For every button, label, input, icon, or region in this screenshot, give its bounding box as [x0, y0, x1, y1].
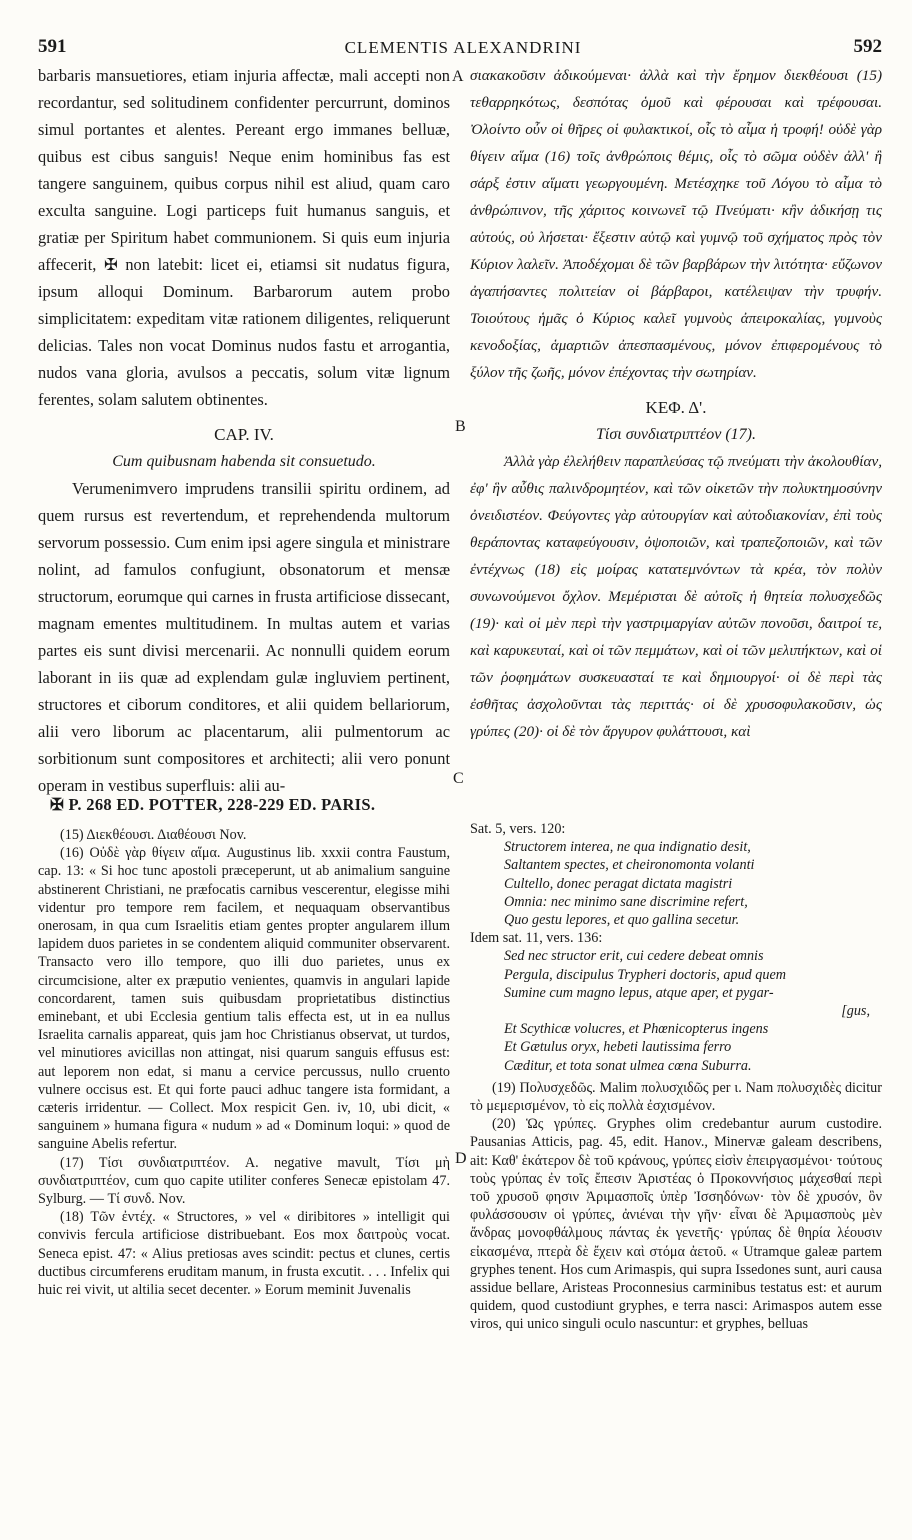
greek-paragraph-1: σιακακοῦσιν ἀδικούμεναι· ἀλλὰ καὶ τὴν ἔρημον διεκθέουσι (15) τεθαρρηκότως, δεσπότας ὁμοῦ καὶ φέρουσαι καὶ τρέφουσαι. Ὀλοίντο οὖν οἱ θῆρες οἱ φυλακτικοί, οἷς τὸ αἷμα ἡ τροφή! οὐδὲ γὰρ θίγειν αἵμα (16) τοῖς ἀνθρώποις θέμις, οἷς τὸ σῶμα οὐδὲν ἀλλ' ἢ σάρξ ἐστιν αἵματι γεωργουμένη. Μετέσχηκε τοῦ Λόγου τὸ αἷμα τὸ ἀνθρώπινον, τῆς χάριτος κοινωνεῖ τῷ Πνεύματι· κἢν ἀδικήσῃ τις αὐτούς, οὐ λήσεται· ἔξεστιν αὐτῷ καὶ γυμνῷ τοῦ σχήματος πρὸς τὸν Κύριον λαλεῖν. Ἀποδέχομαι δὲ τῶν βαρβάρων τὴν λιτότητα· εὔζωνον ἀγαπήσαντες πολιτείαν οἱ βάρβαροι, κατέλειψαν τὴν τρυφήν. Τοιούτους ἡμᾶς ὁ Κύριος καλεῖ γυμνοὺς ἀπειροκαλίας, γυμνοὺς κενοδοξίας, ἁμαρτιῶν ἀπεσπασμένους, μόνον ἐπιφερομένους τὸ ξύλον τῆς ζωῆς, μόνον ἐπέχοντας τὴν σωτηρίαν.	[470, 67, 882, 381]
left-page-number: 591	[38, 36, 67, 57]
margin-letter-c: C	[453, 770, 464, 787]
latin-column	[38, 62, 450, 799]
verse-line: Et Gætulus oryx, hebeti lautissima ferro	[504, 1039, 732, 1056]
margin-letter-d: D	[455, 1150, 467, 1167]
footnotes-left	[38, 826, 450, 1299]
greek-chapter-title: ΚΕΦ. Δ'.	[645, 398, 707, 417]
verse-line: Structorem interea, ne qua indignatio desit,	[504, 839, 751, 856]
greek-column	[470, 62, 882, 745]
verse-line: Et Scythicæ volucres, et Phœnicopterus ingens	[504, 1021, 769, 1038]
verse-continuation: [gus,	[841, 1003, 870, 1020]
footnote-18: (18) Τῶν ἐντέχ. « Structores, » vel « diribitores » intelligit qui convivis fercula artificiose distribuebant. Eos mox δαιτροὺς vocat. Seneca epist. 47: « Alius pretiosas aves scindit: pectus et clunes, certis ductibus circumferens eruditam manum, in frusta excutit. . . . Infelix qui huic rei vivit, ut altilia secet decenter. » Eorum meminit Juvenalis	[38, 1209, 450, 1299]
verse-line: Cæditur, et tota sonat ulmea cœna Suburra.	[504, 1057, 752, 1074]
footnotes-right	[470, 820, 882, 1334]
satire-11-heading: Idem sat. 11, vers. 136:	[470, 930, 603, 947]
latin-chapter-title: CAP. IV.	[214, 425, 274, 444]
verse-line: Sumine cum magno lepus, atque aper, et pygar-	[504, 984, 774, 1001]
verse-line: Sed nec structor erit, cui cedere debeat omnis	[504, 948, 764, 965]
margin-letter-a: A	[452, 68, 464, 85]
verse-line: Cultello, donec peragat dictata magistri	[504, 875, 733, 892]
greek-paragraph-2: Ἀλλὰ γὰρ ἐλελήθειν παραπλεύσας τῷ πνεύματι τὴν ἀκολουθίαν, ἐφ' ἣν αὖθις παλινδρομητέον, καὶ τῶν οἰκετῶν τὴν πολυκτημοσύνην ὀνειδιστέον. Φεύγοντες γὰρ αὐτουργίαν καὶ αὐτοδιακονίαν, ἐπὶ τοὺς θεράποντας καταφεύγουσιν, ὀψοποιῶν, καὶ τραπεζοποιῶν, καὶ τῶν ἐντέχνως (18) εἰς μοίρας κατατεμνόντων τὰ κρέα, τὸν πολὺν συνωνούμενοι ὄχλον. Μεμέρισται δὲ αὐτοῖς ἡ θητεία πολυσχεδῶς (19)· καὶ οἱ μὲν περὶ τὴν γαστριμαργίαν αὐτῶν πονοῦσι, δαιτροί τε, καὶ καρυκευταί, καὶ οἱ τῶν πεμμάτων, καὶ οἱ τῶν μελιπήκτων, καὶ οἱ τῶν ῥοφημάτων συσκευασταί τε καὶ δημιουργοί· οἱ δὲ περὶ τὰς ἐσθῆτας ἀσχολοῦνται τὰς περιττάς· οἱ δὲ χρυσοφυλακοῦσιν, ὡς γρύπες (20)· οἱ δὲ τὸν ἄργυρον φυλάττουσι, καὶ	[470, 453, 882, 740]
latin-chapter-subtitle: Cum quibusnam habenda sit consuetudo.	[112, 453, 376, 470]
footnote-16: (16) Οὐδὲ γὰρ θίγειν αἵμα. Augustinus lib. xxxii contra Faustum, cap. 13: « Si hoc tunc apostoli præceperunt, ut ab animalium sanguine abstinerent Christiani, ne præfocatis carnibus vescerentur, elegisse mihi videntur pro tempore rem facilem, et nequaquam observantibus onerosam, in qua cum Israelitis etiam gentes propter angularem illum lapidem duos parietes in se condentem aliquid communiter observarent. Transacto vero illo tempore, quo illi duo parietes, unus ex circumcisione, alter ex præputio venientes, quamvis in angulari lapide concordarent, tamen suis quibusdam proprietatibus distinctius eminebant, et ubi Ecclesia gentium talis effecta est, ut in ea nullus Israelita carnalis appareat, quis jam hoc Christianus observat, ut turdos, vel minutiores avicillas non attingat, nisi quarum sanguis effusus est: aut leporem non edat, si manu a cervice percussus, nullo cruento vulnere occisus est. Et qui forte pauci adhuc tangere ista formidant, a cæteris irridentur. — Collect. Mox respicit Gen. iv, 10, ubi dicit, « sanguinem » humana figura « nudum » ad « Dominum loqui: » quod de sanguine Abelis refertur.	[38, 845, 450, 1153]
latin-paragraph-2: Verumenimvero imprudens transilii spiritu ordinem, ad quem rursus est revertendum, et reprehendenda multorum servorum possessio. Cum enim ipsi agere singula et ministrare nolint, ad famulos confugiunt, obsonatorum et mensæ structorum, eorumque qui carnes in frusta artificiose dissecant, magnam ementes multitudinem. In multas autem et varias partes eis sunt divisi mercenarii. Ac nonnulli quidem eorum laborant in iis quæ ad explendam gulæ ingluviem pertinent, structores et ciborum conditores, et alii quidem bellariorum, alii vero liborum ac placentarum, alii pulmentorum ac sorbitionum sunt compositores et architecti; alii vero ponunt operam in vestibus superfluis: alii au-	[38, 479, 450, 795]
latin-paragraph-1: barbaris mansuetiores, etiam injuria affectæ, mali accepti non recordantur, sed solitudinem confidenter percurrunt, dominos simul portantes et alentes. Pereant ergo immanes belluæ, quibus est cibus sanguis! Neque enim hominibus fas est tangere sanguinem, quibus corpus nihil est aliud, quam caro exculta sanguine. Logi particeps fuit humanus sanguis, et gratiæ per Spiritum habet communionem. Si quis eum injuria affecerit, ✠ non latebit: licet ei, etiamsi sit nudatus figura, ipsum alloqui Dominum. Barbarorum autem probo simplicitatem: expeditam vitæ rationem diligentes, reliquerunt delicias. Tales non vocat Dominus nudos fastu et arrogantia, nudos vana gloria, avulsos a peccatis, solum vitæ lignum ferentes, solam salutem obtinentes.	[38, 66, 450, 409]
running-title: CLEMENTIS ALEXANDRINI	[344, 38, 582, 57]
verse-line: Saltantem spectes, et cheironomonta volanti	[504, 857, 755, 874]
greek-chapter-subtitle: Τίσι συνδιατριπτέον (17).	[596, 426, 756, 443]
satire-5-heading: Sat. 5, vers. 120:	[470, 821, 566, 837]
footnote-20: (20) Ὡς γρύπες. Gryphes olim credebantur aurum custodire. Pausanias Atticis, pag. 45, edit. Hanov., Minervæ galeam describens, ait: Καθ' ἑκάτερον δὲ τοῦ κράνους, γρύπες εἰσὶν ἐπειργασμένοι· τούτους τοὺς γρύπας ἐν τοῖς ἔπεσιν Ἀριστέας ὁ Προκοννήσιος μάχεσθαί περὶ τοῦ χρυσοῦ φησιν Ἀριμασποῖς ὑπὲρ Ἰσσηδόνων· τὸν δὲ χρυσόν, ὃν φυλάσσουσιν οἱ γρύπες, ἀνιέναι τὴν γῆν· εἶναι δὲ Ἀριμασποὺς μὲν ἄνδρας μονοφθάλμους πάντας ἐκ γενετῆς· γρύπας δὲ θηρία λέουσιν εἰκασμένα, πτερὰ δὲ ἔχειν καὶ στόμα ἀετοῦ. « Utramque galeæ partem gryphes tenent. Hos cum Arimaspis, qui supra Issedones sunt, auri causa assidue bellare, Aristeas Proconnesius carminibus testatus est: et aurum quidem, quod custodiunt gryphes, e terra nasci: Arimaspos autem esse viros, qui unico singuli oculo nascuntur: et gryphes, belluas	[470, 1116, 882, 1333]
footnote-15: (15) Διεκθέουσι. Διαθέουσι Nov.	[60, 827, 247, 843]
footnote-19: (19) Πολυσχεδῶς. Malim πολυσχιδῶς per ι. Nam πολυσχιδὲς dicitur τὸ μεμερισμένον, τὸ εἰς πολλὰ ἐσχισμένον.	[470, 1079, 882, 1115]
right-page-number: 592	[853, 36, 882, 57]
running-head	[38, 36, 888, 62]
verse-line: Omnia: nec minimo sane discrimine refert,	[504, 893, 748, 910]
verse-line: Pergula, discipulus Trypheri doctoris, apud quem	[504, 966, 787, 983]
edition-reference: ✠ P. 268 ED. POTTER, 228-229 ED. PARIS.	[50, 795, 376, 814]
verse-line: Quo gestu lepores, et quo gallina secetur.	[504, 912, 740, 929]
margin-letter-b: B	[455, 418, 466, 435]
footnote-17: (17) Τίσι συνδιατριπτέον. A. negative mavult, Τίσι μὴ συνδιατριπτέον, cum quo capite utiliter conferes Senecæ epistolam 47. Sylburg. — Τί συνδ. Nov.	[38, 1154, 450, 1208]
